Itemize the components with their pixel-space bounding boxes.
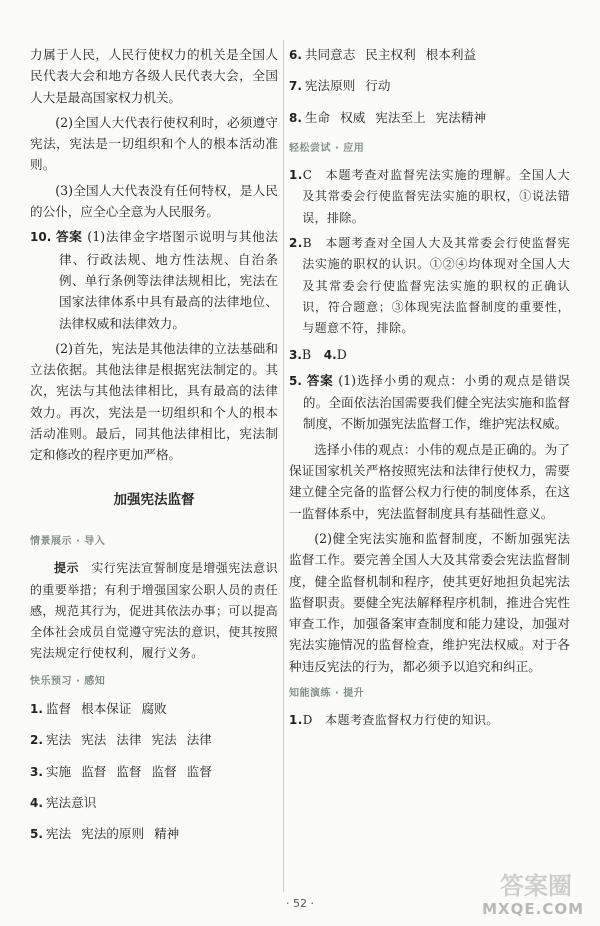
question-number: 4. — [323, 347, 337, 362]
item-number: 3. — [30, 764, 43, 779]
section-title: 加强宪法监督 — [113, 491, 195, 508]
column-divider — [283, 40, 284, 892]
list-item — [30, 729, 278, 751]
answer-text: D 本题考查监督权力行使的知识。 — [302, 713, 499, 728]
answer-term: 宪法至上 — [375, 109, 426, 125]
section-header: 快乐预习 · 感知 — [30, 675, 106, 687]
answer-2 — [289, 233, 570, 339]
paragraph: (2)健全宪法实施和监督制度，不断加强宪法监督工作。要完善全国人大及其常委会宪法监督制度，健全监督机制和程序，使其更好地担负起宪法监督职责。要健全宪法解释程序机制，推进合宪性审查工作，加强备案审查制度和能力建设，加强对宪法实施情况的监督检查，维护宪法权威。对于各种违反宪法的行为，都必须予以追究和纠正。 — [289, 530, 570, 674]
tip-label: 提示 — [54, 561, 79, 576]
answer-text: B — [301, 346, 324, 362]
tip-text: 实行宪法宣誓制度是增强宪法意识的重要举措；有利于增强国家公职人员的责任感，规范其行为，促进其依法办事；可以提高全体社会成员自觉遵守宪法的意识，使其按照宪法规定行使权利，履行义务。 — [30, 561, 279, 661]
answer-term: 共同意志 — [304, 47, 356, 62]
answer-term: 监督 — [151, 763, 177, 779]
answer-term: 宪法的原则 — [81, 826, 145, 842]
answer-term: 宪法 — [45, 826, 72, 842]
watermark-text: 答案圈 — [500, 872, 572, 900]
paragraph: (2)全国人大代表行使权利时，必须遵守宪法，宪法是一切组织和个人的根本活动准则。 — [30, 114, 278, 173]
list-item — [289, 44, 570, 66]
paragraph: 力属于人民，人民行使权力的机关是全国人民代表大会和地方各级人民代表大会，全国人大是最高国家权力机关。 — [30, 47, 278, 105]
paragraph: 选择小伟的观点：小伟的观点是正确的。为了保证国家机关严格按照宪法和法律行使权力，需要建立健全完备的监督公权力行使的制度体系，在这一监督体系中，宪法监督制度具有基础性意义。 — [289, 441, 570, 521]
question-number: 1. — [289, 713, 303, 728]
answer-term: 监督 — [186, 763, 212, 779]
item-number: 5. — [30, 827, 43, 842]
item-number: 2. — [30, 733, 43, 748]
answer-text: B 本题考查对全国人大及其常委会行使监督宪法实施的职权的认识。①②④均体现对全国人大及其常委会行使监督宪法实施的职权的正确认识，符合题意；③体现宪法监督制度的重要性，与题意不符，排除。 — [302, 236, 570, 336]
answer-5 — [289, 370, 570, 435]
answer-term: 宪法 — [151, 732, 177, 748]
preview-answer-list — [289, 44, 570, 129]
question-number: 5. — [289, 373, 302, 388]
answer-text: D — [336, 346, 347, 362]
question-number: 1. — [289, 168, 303, 183]
item-number: 6. — [289, 48, 302, 62]
left-column — [30, 44, 278, 855]
list-item — [30, 792, 278, 814]
list-item — [30, 698, 278, 720]
answer-term: 根本保证 — [81, 701, 132, 717]
answer-1 — [289, 165, 570, 229]
answer-3-4 — [289, 344, 570, 366]
section-header: 知能演练 · 提升 — [289, 688, 365, 700]
list-item — [289, 107, 570, 129]
question-number: 3. — [289, 347, 302, 362]
list-item — [30, 761, 278, 783]
answer-term: 监督 — [81, 763, 107, 779]
answer-term: 监督 — [45, 701, 72, 717]
answer-term: 行动 — [365, 78, 391, 94]
section-header: 情景展示 · 导入 — [30, 535, 106, 547]
item-number: 7. — [289, 79, 302, 94]
item-number: 4. — [30, 795, 43, 810]
answer-term: 宪法精神 — [435, 109, 487, 125]
answer-text: (1)选择小勇的观点：小勇的观点是错误的。全面依法治国需要我们健全宪法实施和监督制度，不断加强宪法监督工作，维护宪法权威。 — [302, 372, 570, 432]
answer-term: 宪法 — [45, 732, 72, 748]
answer-text: C 本题考查对监督宪法实施的理解。全国人大及其常委会行使监督宪法实施的职权，①说法错误，排除。 — [302, 168, 570, 225]
answer-label: 答案 — [306, 372, 334, 388]
answer-term: 民主权利 — [365, 47, 416, 62]
question-number: 2. — [289, 236, 303, 251]
page-number: · 52 · — [286, 897, 314, 910]
answer-term: 宪法意识 — [45, 794, 97, 810]
answer-term: 法律 — [186, 732, 212, 748]
tip-paragraph — [30, 558, 278, 664]
answer-term: 宪法原则 — [304, 78, 356, 94]
section-header: 轻松尝试 · 应用 — [289, 142, 365, 154]
answer-term: 权威 — [340, 109, 366, 125]
watermark-url: MXQE.COM — [482, 900, 584, 918]
answer-term: 法律 — [116, 732, 142, 748]
answer-text: (1)法律金字塔图示说明与其他法律、行政法规、地方性法规、自治条例、单行条例等法律法规相比，宪法在国家法律体系中具有最高的法律地位、法律权威和法律效力。 — [58, 229, 278, 331]
list-item — [289, 75, 570, 97]
list-item — [30, 823, 278, 845]
question-number: 10. — [30, 230, 52, 245]
paragraph: (3)全国人大代表没有任何特权，是人民的公仆，应全心全意为人民服务。 — [30, 182, 278, 220]
answer-term: 实施 — [45, 763, 72, 779]
answer-10 — [30, 226, 278, 333]
preview-answer-list — [30, 698, 278, 845]
item-number: 1. — [30, 702, 43, 717]
answer-term: 监督 — [116, 763, 142, 779]
answer-term: 腐败 — [141, 701, 167, 717]
answer-term: 宪法 — [81, 732, 107, 748]
answer-term: 精神 — [154, 826, 180, 842]
answer-b1 — [289, 710, 570, 731]
answer-term: 生命 — [304, 109, 331, 125]
paragraph: (2)首先，宪法是其他法律的立法基础和立法依据。其他法律是根据宪法制定的。其次，宪法与其他法律相比，具有最高的法律效力。再次，宪法是一切组织和个人的根本活动准则。最后，同其他法律相比，宪法制定和修改的程序更加严格。 — [30, 340, 278, 463]
answer-term: 根本利益 — [425, 47, 477, 62]
right-column — [289, 44, 570, 736]
answer-label: 答案 — [55, 229, 83, 245]
item-number: 8. — [289, 110, 302, 125]
